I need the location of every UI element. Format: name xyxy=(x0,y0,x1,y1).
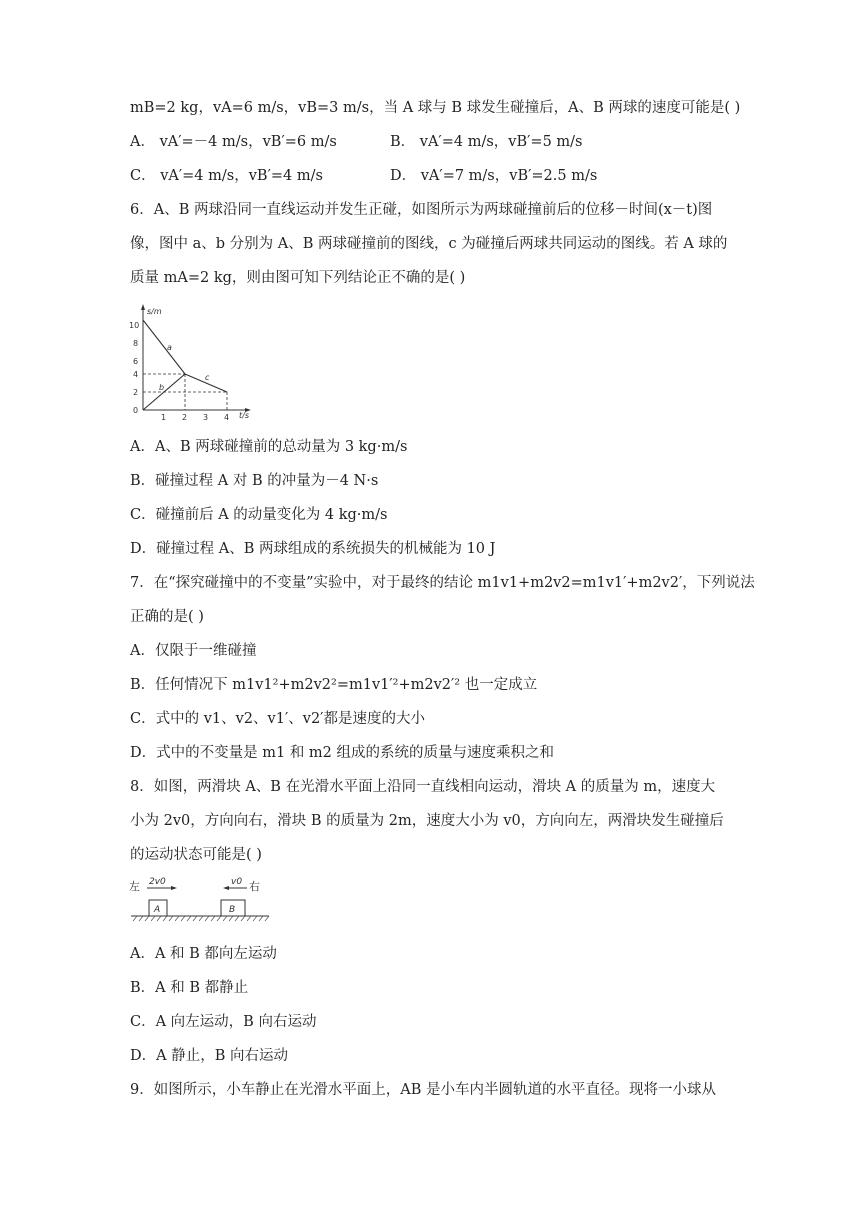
y-axis-arrow xyxy=(141,304,145,310)
y-tick-4: 4 xyxy=(133,370,139,379)
q8-stem-line2: 小为 2v0，方向向右，滑块 B 的质量为 2m，速度大小为 v0，方向向左，两滑块发生碰撞后 xyxy=(130,813,724,829)
right-label: 右 xyxy=(249,880,260,893)
left-label: 左 xyxy=(129,880,140,893)
q9-stem-line1: 9．如图所示，小车静止在光滑水平面上，AB 是小车内半圆轨道的水平直径。现将一小球从 xyxy=(130,1082,716,1098)
x-axis-label: t/s xyxy=(239,411,249,420)
q6-xt-graph xyxy=(125,300,255,425)
q6-option-c: C．碰撞前后 A 的动量变化为 4 kg·m/s xyxy=(130,507,388,523)
q8-option-c: C．A 向左运动，B 向右运动 xyxy=(130,1014,317,1030)
label-b: b xyxy=(159,383,165,392)
q7-option-d: D．式中的不变量是 m1 和 m2 组成的系统的质量与速度乘积之和 xyxy=(130,745,555,761)
y-tick-10: 10 xyxy=(129,321,140,330)
q7-option-b: B．任何情况下 m1v1²+m2v2²=m1v1′²+m2v2′² 也一定成立 xyxy=(130,677,538,693)
q6-stem-line3: 质量 mA=2 kg，则由图可知下列结论正不确的是( ) xyxy=(130,270,466,286)
block-a-label: A xyxy=(154,905,161,915)
q6-stem-line1: 6．A、B 两球沿同一直线运动并发生正碰，如图所示为两球碰撞前后的位移－时间(x－t)图 xyxy=(130,202,713,218)
q8-stem-line1: 8．如图，两滑块 A、B 在光滑水平面上沿同一直线相向运动，滑块 A 的质量为 m，速度大 xyxy=(130,779,716,795)
q8-option-d: D．A 静止，B 向右运动 xyxy=(130,1048,288,1064)
line-a xyxy=(143,320,185,374)
y-tick-0: 0 xyxy=(133,406,139,415)
q7-stem-line2: 正确的是( ) xyxy=(130,609,204,625)
q6-stem-line2: 像，图中 a、b 分别为 A、B 两球碰撞前的图线，c 为碰撞后两球共同运动的图线。若 A 球的 xyxy=(130,236,728,252)
q8-stem-line3: 的运动状态可能是( ) xyxy=(130,847,262,863)
q6-option-b: B．碰撞过程 A 对 B 的冲量为－4 N·s xyxy=(130,473,379,489)
q8-option-a: A．A 和 B 都向左运动 xyxy=(130,946,277,962)
q8-sliders-figure xyxy=(125,874,275,926)
y-tick-2: 2 xyxy=(133,388,139,397)
x-tick-1: 1 xyxy=(161,413,167,422)
label-a: a xyxy=(167,343,172,352)
q5-option-d: D． vA′=7 m/s，vB′=2.5 m/s xyxy=(390,168,598,184)
q6-option-d: D．碰撞过程 A、B 两球组成的系统损失的机械能为 10 J xyxy=(130,541,496,557)
x-tick-2: 2 xyxy=(182,413,188,422)
q7-option-c: C．式中的 v1、v2、v1′、v2′都是速度的大小 xyxy=(130,711,425,727)
y-tick-6: 6 xyxy=(133,357,139,366)
x-tick-3: 3 xyxy=(203,413,209,422)
y-tick-8: 8 xyxy=(133,339,139,348)
ground-hatching xyxy=(133,916,269,921)
velocity-a-label: 2v0 xyxy=(149,877,166,887)
q6-option-a: A．A、B 两球碰撞前的总动量为 3 kg·m/s xyxy=(130,439,408,455)
y-axis-label: s/m xyxy=(147,307,162,316)
velocity-b-label: v0 xyxy=(231,877,243,887)
label-c: c xyxy=(205,373,210,382)
q5-option-a: A． vA′=－4 m/s，vB′=6 m/s xyxy=(130,134,337,150)
q5-option-b: B． vA′=4 m/s，vB′=5 m/s xyxy=(390,134,583,150)
block-b-label: B xyxy=(229,905,236,915)
q7-stem-line1: 7．在“探究碰撞中的不变量”实验中，对于最终的结论 m1v1+m2v2=m1v1′+m2v2′，下列说法 xyxy=(130,575,755,591)
q8-option-b: B．A 和 B 都静止 xyxy=(130,980,249,996)
q5-option-c: C． vA′=4 m/s，vB′=4 m/s xyxy=(130,168,323,184)
q7-option-a: A．仅限于一维碰撞 xyxy=(130,643,257,659)
q5-stem: mB=2 kg，vA=6 m/s，vB=3 m/s，当 A 球与 B 球发生碰撞后，A、B 两球的速度可能是( ) xyxy=(130,100,741,116)
x-tick-4: 4 xyxy=(224,413,230,422)
